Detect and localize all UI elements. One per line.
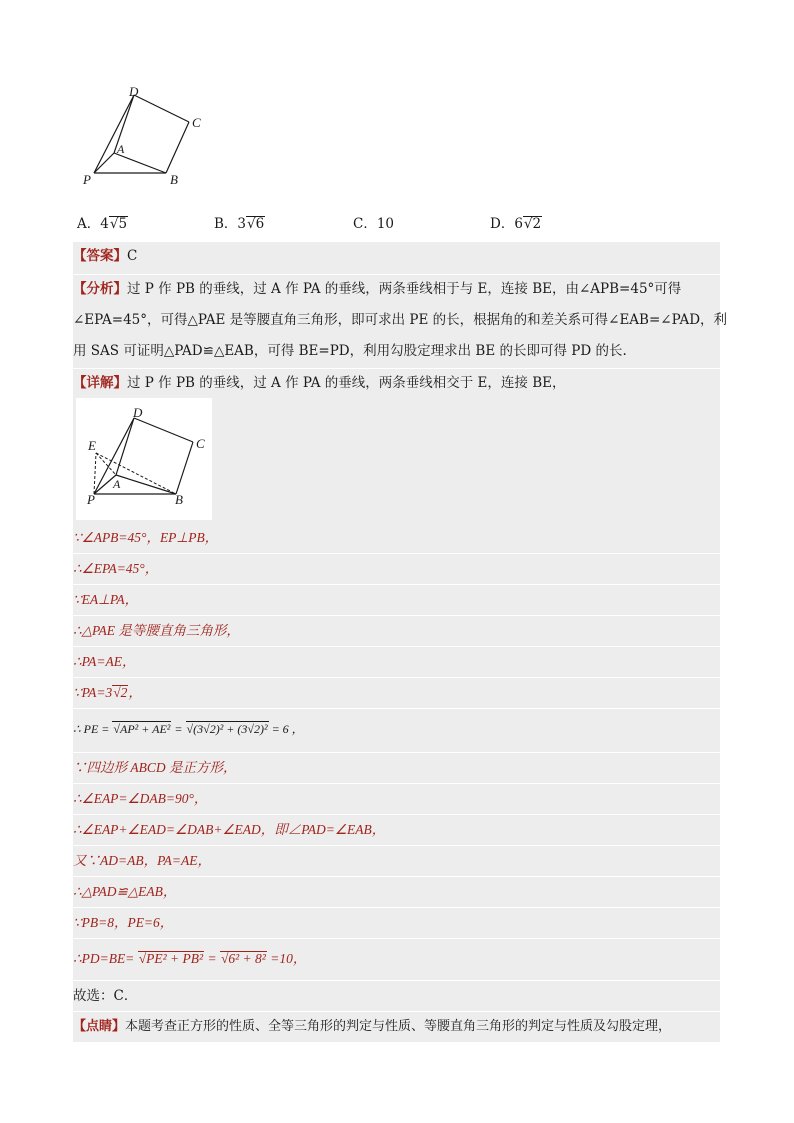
separator xyxy=(73,845,720,846)
edge-cb xyxy=(166,122,189,173)
step-10: ∴∠EAP+∠EAD=∠DAB+∠EAD，即∠PAD=∠EAB， xyxy=(73,819,720,841)
label-b: B xyxy=(170,172,178,187)
analysis-line-3: 用 SAS 可证明△PAD≌△EAB，可得 BE=PD，利用勾股定理求出 BE 的长即可得 PD 的长. xyxy=(73,343,627,359)
analysis-tag: 【分析】 xyxy=(73,281,127,297)
step-14-sqrt-1: √PE² + PB² xyxy=(138,951,204,966)
answer-tag: 【答案】 xyxy=(73,248,127,264)
figure-square-with-e xyxy=(76,398,212,520)
step-7-pre: ∴ PE = xyxy=(73,722,113,736)
answer-row xyxy=(73,245,720,267)
answer-value: C xyxy=(127,248,138,264)
step-7-sqrt-1: √AP² + AE² xyxy=(113,722,171,736)
edge-dc xyxy=(134,95,189,122)
edge-ab xyxy=(116,475,176,494)
step-12: ∴△PAD≌△EAB， xyxy=(73,881,720,903)
step-5: ∴PA=AE， xyxy=(73,651,720,673)
label-p: P xyxy=(87,492,95,507)
option-a-sqrt: √5 xyxy=(109,216,128,232)
step-14-sqrt-2: √6² + 8² xyxy=(220,951,266,966)
edge-cb xyxy=(176,442,193,494)
step-14-mid: = xyxy=(204,951,220,966)
option-c-value: 10 xyxy=(376,216,395,232)
figure-square-abcd xyxy=(80,84,210,189)
separator xyxy=(73,646,720,647)
detail-intro: 过 P 作 PB 的垂线，过 A 作 PA 的垂线，两条垂线相交于 E，连接 BE， xyxy=(127,375,566,391)
option-b-coef: 3 xyxy=(237,216,247,232)
label-b: B xyxy=(175,492,183,507)
label-c: C xyxy=(192,115,201,130)
option-d-sqrt: √2 xyxy=(523,216,542,232)
separator xyxy=(73,708,720,709)
step-7 xyxy=(73,718,720,740)
option-b-sqrt: √6 xyxy=(247,216,265,232)
option-b-prefix: B． xyxy=(214,216,238,232)
step-2: ∴∠EPA=45°， xyxy=(73,558,720,580)
option-a-prefix: A． xyxy=(77,216,101,232)
step-8: ∵四边形 ABCD 是正方形， xyxy=(73,757,720,779)
label-e: E xyxy=(88,438,96,453)
step-9: ∴∠EAP=∠DAB=90°， xyxy=(73,788,720,810)
step-7-sqrt-2: √(3√2)² + (3√2)² xyxy=(186,722,268,736)
step-6 xyxy=(73,682,720,704)
detail-tag: 【详解】 xyxy=(73,375,127,391)
separator xyxy=(73,876,720,877)
edge-pd xyxy=(94,95,134,173)
label-a: A xyxy=(113,477,121,491)
label-p: P xyxy=(83,172,91,187)
option-d-prefix: D． xyxy=(490,216,515,232)
step-4: ∴△PAE 是等腰直角三角形， xyxy=(73,620,720,642)
step-7-mid: = xyxy=(171,722,186,736)
analysis-row-2 xyxy=(73,309,728,331)
separator xyxy=(73,368,720,369)
option-c-prefix: C． xyxy=(353,216,377,232)
step-15: 故选：C． xyxy=(73,985,720,1007)
separator xyxy=(73,1011,720,1012)
separator xyxy=(73,980,720,981)
edge-eb xyxy=(96,453,176,494)
option-c[interactable] xyxy=(353,212,394,232)
separator xyxy=(73,783,720,784)
edge-pa xyxy=(94,153,114,173)
analysis-line-2: ∠EPA=45°，可得△PAE 是等腰直角三角形，即可求出 PE 的长，根据角的和差关系可得∠EAB=∠PAD，利 xyxy=(73,312,728,328)
separator xyxy=(73,553,720,554)
analysis-row-1 xyxy=(73,278,720,300)
separator xyxy=(73,274,720,275)
analysis-row-3 xyxy=(73,340,720,362)
answer-options xyxy=(77,212,677,232)
step-14-post: =10， xyxy=(266,951,307,966)
comment-text: 本题考查正方形的性质、全等三角形的判定与性质、等腰直角三角形的判定与性质及勾股定理， xyxy=(125,1019,672,1034)
step-6-post: ， xyxy=(128,685,142,700)
edge-pe xyxy=(94,453,96,494)
step-14-pre: ∴PD=BE= xyxy=(73,951,138,966)
step-6-sqrt: √2 xyxy=(113,685,128,700)
separator xyxy=(73,938,720,939)
option-a[interactable] xyxy=(77,212,128,232)
step-14 xyxy=(73,948,720,970)
separator xyxy=(73,677,720,678)
comment-row xyxy=(73,1016,720,1038)
label-c: C xyxy=(196,436,205,451)
option-a-coef: 4 xyxy=(100,216,109,232)
separator xyxy=(73,907,720,908)
separator xyxy=(73,615,720,616)
separator xyxy=(73,814,720,815)
step-13: ∵PB=8，PE=6， xyxy=(73,912,720,934)
analysis-line-1: 过 P 作 PB 的垂线，过 A 作 PA 的垂线，两条垂线相于与 E，连接 BE，由∠APB=45°可得 xyxy=(127,281,682,297)
step-6-text: ∵PA=3 xyxy=(73,685,113,700)
option-d[interactable] xyxy=(490,212,542,232)
label-d: D xyxy=(129,84,139,99)
comment-tag: 【点睛】 xyxy=(73,1019,126,1034)
edge-dc xyxy=(134,418,193,442)
option-b[interactable] xyxy=(214,212,265,232)
label-a: A xyxy=(117,142,125,156)
separator xyxy=(73,584,720,585)
label-d: D xyxy=(133,405,143,420)
step-11: 又∵AD=AB，PA=AE， xyxy=(73,850,720,872)
option-d-coef: 6 xyxy=(514,216,523,232)
step-3: ∵EA⊥PA， xyxy=(73,589,720,611)
separator xyxy=(73,752,720,753)
detail-row xyxy=(73,372,720,394)
step-7-post: = 6 ， xyxy=(268,722,304,736)
step-1: ∵∠APB=45°，EP⊥PB， xyxy=(73,527,720,549)
